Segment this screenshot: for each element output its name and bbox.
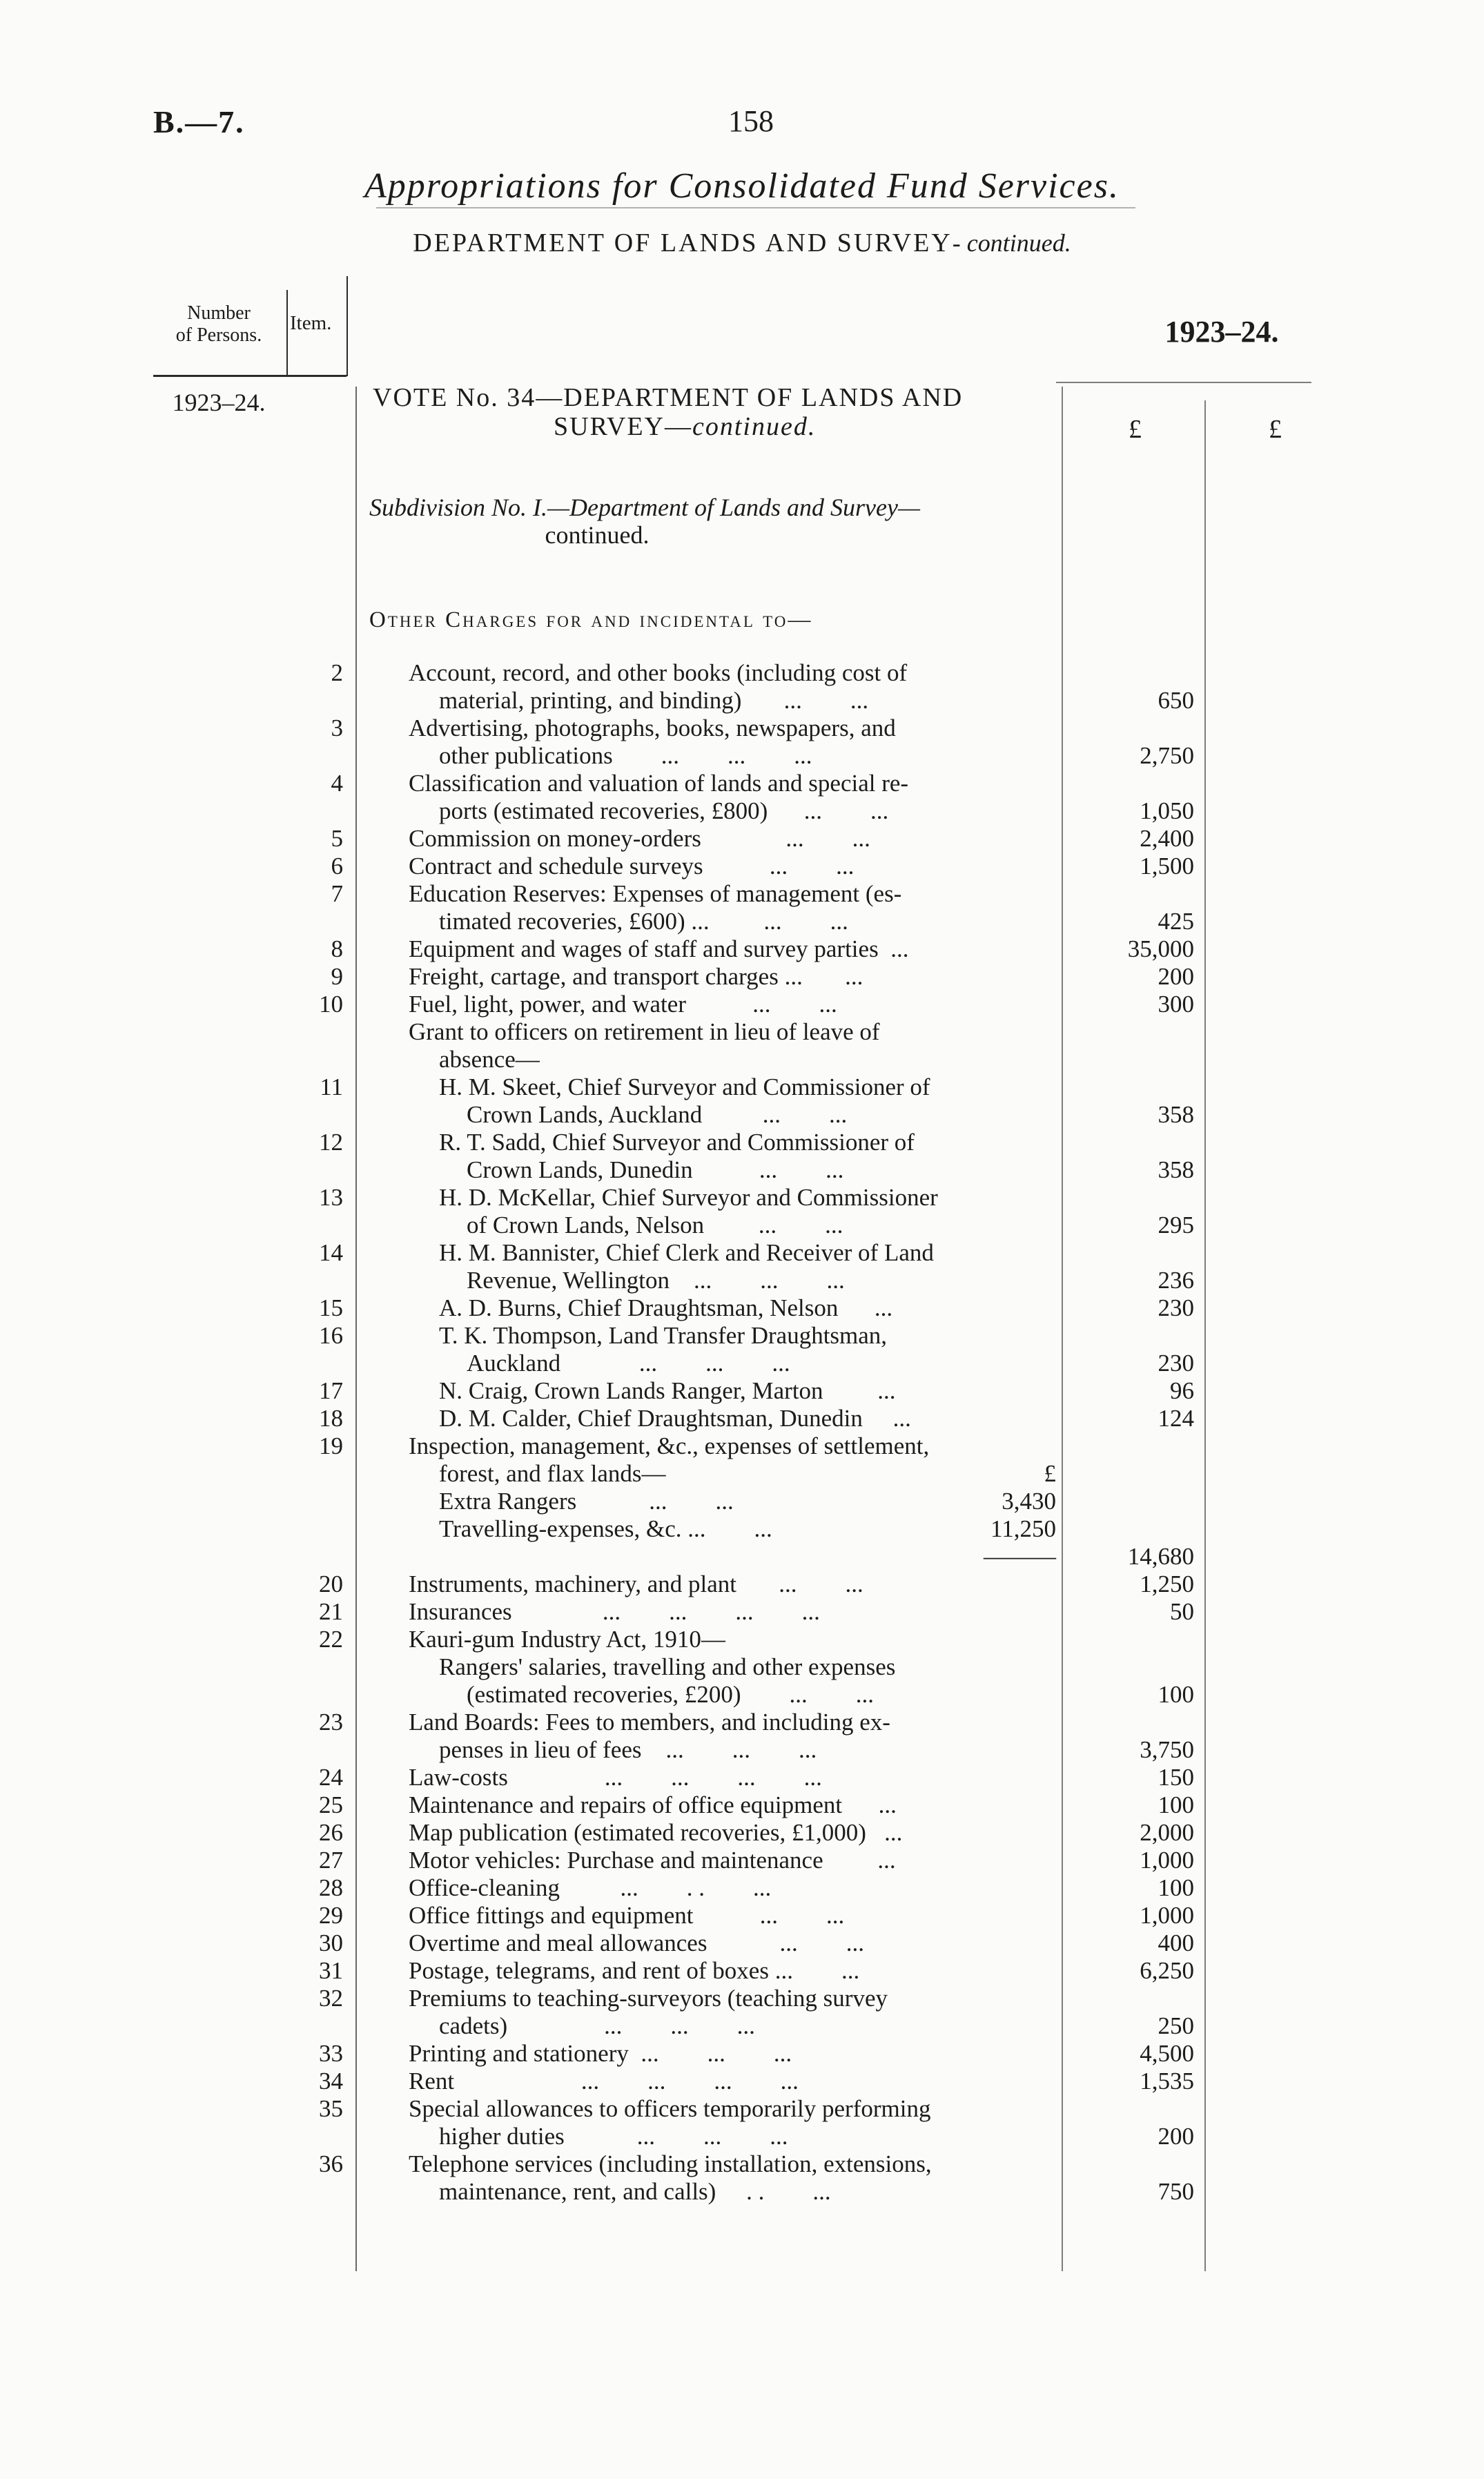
item-number: 9 [331,963,343,990]
sub-amount: 3,430 [1002,1488,1056,1515]
item-description: Commission on money-orders ... ... [409,825,870,852]
item-amount: 250 [1158,2012,1194,2039]
vote-heading-continued: continued. [692,412,817,441]
item-number: 16 [319,1322,343,1349]
item-description: Inspection, management, &c., expenses of settlement, [409,1432,930,1459]
pound-sign-b: £ [1269,415,1282,444]
item-amount: 650 [1158,687,1194,714]
item-description: Special allowances to officers temporarily performing [409,2095,931,2122]
vote-heading-line1: VOTE No. 34—DEPARTMENT OF LANDS AND [373,383,964,412]
item-description: R. T. Sadd, Chief Surveyor and Commissioner of [439,1129,915,1156]
item-number: 27 [319,1847,343,1874]
item-description: Kauri-gum Industry Act, 1910— [409,1626,725,1653]
item-amount: 6,250 [1140,1957,1194,1984]
item-number: 24 [319,1764,343,1791]
item-number: 23 [319,1709,343,1736]
item-amount: 230 [1158,1294,1194,1321]
item-description: Telephone services (including installation, extensions, [409,2150,932,2177]
item-description: Office-cleaning ... . . ... [409,1874,772,1901]
column-header-persons-line1: Number [187,302,251,324]
document-reference: B.—7. [153,104,245,139]
item-description: Crown Lands, Auckland ... ... [467,1101,848,1128]
item-number: 12 [319,1129,343,1156]
item-description: Revenue, Wellington ... ... ... [467,1267,845,1294]
item-amount: 1,050 [1140,797,1194,824]
item-number: 25 [319,1791,343,1818]
vote-heading-line2 [373,412,1056,441]
item-amount: 1,000 [1140,1847,1194,1874]
item-amount: 35,000 [1127,935,1194,962]
item-number: 11 [320,1073,343,1100]
item-amount: 1,250 [1140,1571,1194,1597]
item-description: T. K. Thompson, Land Transfer Draughtsman, [439,1322,888,1349]
item-description: maintenance, rent, and calls) . . ... [439,2178,831,2205]
item-description: (estimated recoveries, £200) ... ... [467,1681,874,1708]
item-number: 6 [331,853,343,879]
column-header-year: 1923–24. [1164,315,1279,349]
item-number: 34 [319,2068,343,2094]
item-description: ports (estimated recoveries, £800) ... ... [439,797,889,824]
item-description: other publications ... ... ... [439,742,812,769]
item-amount: 150 [1158,1764,1194,1791]
item-number: 31 [319,1957,343,1984]
item-amount: 100 [1158,1681,1194,1708]
item-description: Overtime and meal allowances ... ... [409,1929,864,1956]
item-description: Account, record, and other books (including cost of [409,659,908,686]
item-description: Law-costs ... ... ... ... [409,1764,822,1791]
item-description: Contract and schedule surveys ... ... [409,853,855,879]
item-number: 19 [319,1432,343,1459]
item-number: 14 [319,1239,343,1266]
item-description: Map publication (estimated recoveries, £1,000) ... [409,1819,903,1846]
item-description: Auckland ... ... ... [467,1350,790,1377]
item-description: N. Craig, Crown Lands Ranger, Marton ... [439,1377,896,1404]
item-amount: 750 [1158,2178,1194,2205]
item-number: 30 [319,1929,343,1956]
item-amount: 1,535 [1140,2068,1194,2094]
item-amount: 358 [1158,1156,1194,1183]
item-number: 13 [319,1184,343,1211]
column-rule-amount-left [1062,387,1063,2271]
item-description: Education Reserves: Expenses of management (es- [409,880,902,907]
vote-heading [373,383,1056,441]
other-charges-heading: Other Charges for and incidental to— [369,607,813,632]
pound-sign-a: £ [1129,415,1142,444]
item-description: absence— [439,1046,540,1073]
item-number: 3 [331,714,343,741]
item-description: Equipment and wages of staff and survey parties ... [409,935,909,962]
item-description: Freight, cartage, and transport charges ... ... [409,963,863,990]
item-amount: 230 [1158,1350,1194,1377]
item-amount: 14,680 [1127,1543,1194,1570]
subdivision-line1: Subdivision No. I.—Department of Lands and Survey— [369,494,920,521]
item-description: higher duties ... ... ... [439,2123,788,2150]
item-number: 20 [319,1571,343,1597]
item-description: Rangers' salaries, travelling and other expenses [439,1653,896,1680]
department-name: DEPARTMENT OF LANDS AND SURVEY [413,229,953,257]
item-description: Printing and stationery ... ... ... [409,2040,792,2067]
header-rule-left [153,375,346,377]
item-number: 4 [331,770,343,797]
item-description: Maintenance and repairs of office equipment ... [409,1791,897,1818]
item-description: of Crown Lands, Nelson ... ... [467,1212,843,1238]
column-rule-amount-right [1204,400,1206,2271]
item-description: Advertising, photographs, books, newspapers, and [409,714,896,741]
item-amount: 50 [1170,1598,1194,1625]
item-number: 21 [319,1598,343,1625]
title-rule [376,207,1135,208]
item-number: 18 [319,1405,343,1432]
vote-heading-survey: SURVEY— [554,412,692,441]
item-description: Travelling-expenses, &c. ... ... [439,1515,772,1542]
subdivision-line2: continued. [545,521,650,549]
item-description: Land Boards: Fees to members, and including ex- [409,1709,890,1736]
item-number: 17 [319,1377,343,1404]
item-description: H. M. Skeet, Chief Surveyor and Commissioner of [439,1073,930,1100]
item-description: Office fittings and equipment ... ... [409,1902,845,1929]
item-description: Classification and valuation of lands and special re- [409,770,909,797]
item-description: Rent ... ... ... ... [409,2068,799,2094]
sub-amount: 11,250 [990,1515,1056,1542]
column-header-item: Item. [290,312,332,334]
item-description: material, printing, and binding) ... ... [439,687,869,714]
item-description: Crown Lands, Dunedin ... ... [467,1156,844,1183]
column-header-persons [153,302,284,347]
header-rule-right [1056,382,1311,383]
sub-amount: £ [1044,1460,1056,1487]
item-description: Extra Rangers ... ... [439,1488,734,1515]
column-rule-item [355,387,357,2271]
item-description: D. M. Calder, Chief Draughtsman, Dunedin ... [439,1405,911,1432]
item-amount: 3,750 [1140,1736,1194,1763]
column-header-persons-line2: of Persons. [175,324,262,346]
column-divider-item [346,276,348,376]
item-description: timated recoveries, £600) ... ... ... [439,908,848,935]
item-number: 26 [319,1819,343,1846]
item-amount: 1,000 [1140,1902,1194,1929]
item-amount: 358 [1158,1101,1194,1128]
item-number: 28 [319,1874,343,1901]
page-number: 158 [728,104,774,138]
item-description: penses in lieu of fees ... ... ... [439,1736,817,1763]
item-description: A. D. Burns, Chief Draughtsman, Nelson ... [439,1294,893,1321]
item-number: 29 [319,1902,343,1929]
item-amount: 295 [1158,1212,1194,1238]
item-amount: 1,500 [1140,853,1194,879]
item-amount: 200 [1158,2123,1194,2150]
item-amount: 4,500 [1140,2040,1194,2067]
item-number: 22 [319,1626,343,1653]
item-amount: 96 [1170,1377,1194,1404]
item-number: 5 [331,825,343,852]
item-description: cadets) ... ... ... [439,2012,755,2039]
item-description: Instruments, machinery, and plant ... ... [409,1571,863,1597]
item-number: 7 [331,880,343,907]
item-description: forest, and flax lands— [439,1460,666,1487]
item-description: Fuel, light, power, and water ... ... [409,991,837,1018]
item-number: 2 [331,659,343,686]
item-amount: 100 [1158,1791,1194,1818]
item-description: H. M. Bannister, Chief Clerk and Receiver of Land [439,1239,934,1266]
item-description: H. D. McKellar, Chief Surveyor and Commissioner [439,1184,938,1211]
item-amount: 425 [1158,908,1194,935]
item-amount: 2,750 [1140,742,1194,769]
item-number: 32 [319,1985,343,2012]
item-amount: 124 [1158,1405,1194,1432]
item-description: Premiums to teaching-surveyors (teaching survey [409,1985,888,2012]
item-number: 33 [319,2040,343,2067]
item-amount: 236 [1158,1267,1194,1294]
item-description: Postage, telegrams, and rent of boxes ... ... [409,1957,860,1984]
department-heading [0,228,1484,258]
item-number: 10 [319,991,343,1018]
item-description: Grant to officers on retirement in lieu of leave of [409,1018,880,1045]
item-amount: 100 [1158,1874,1194,1901]
page-title: Appropriations for Consolidated Fund Services. [364,166,1120,206]
department-continued: - continued. [952,229,1071,257]
column-divider-persons [286,290,288,376]
item-description: Motor vehicles: Purchase and maintenance ... [409,1847,896,1874]
item-amount: 200 [1158,963,1194,990]
item-amount: 2,000 [1140,1819,1194,1846]
persons-year: 1923–24. [172,389,266,416]
item-number: 35 [319,2095,343,2122]
item-amount: 400 [1158,1929,1194,1956]
item-amount: 300 [1158,991,1194,1018]
sub-amount: ——— [984,1543,1056,1570]
item-amount: 2,400 [1140,825,1194,852]
subdivision-heading [369,494,1053,549]
item-number: 15 [319,1294,343,1321]
item-description: Insurances ... ... ... ... [409,1598,820,1625]
item-number: 8 [331,935,343,962]
item-number: 36 [319,2150,343,2177]
